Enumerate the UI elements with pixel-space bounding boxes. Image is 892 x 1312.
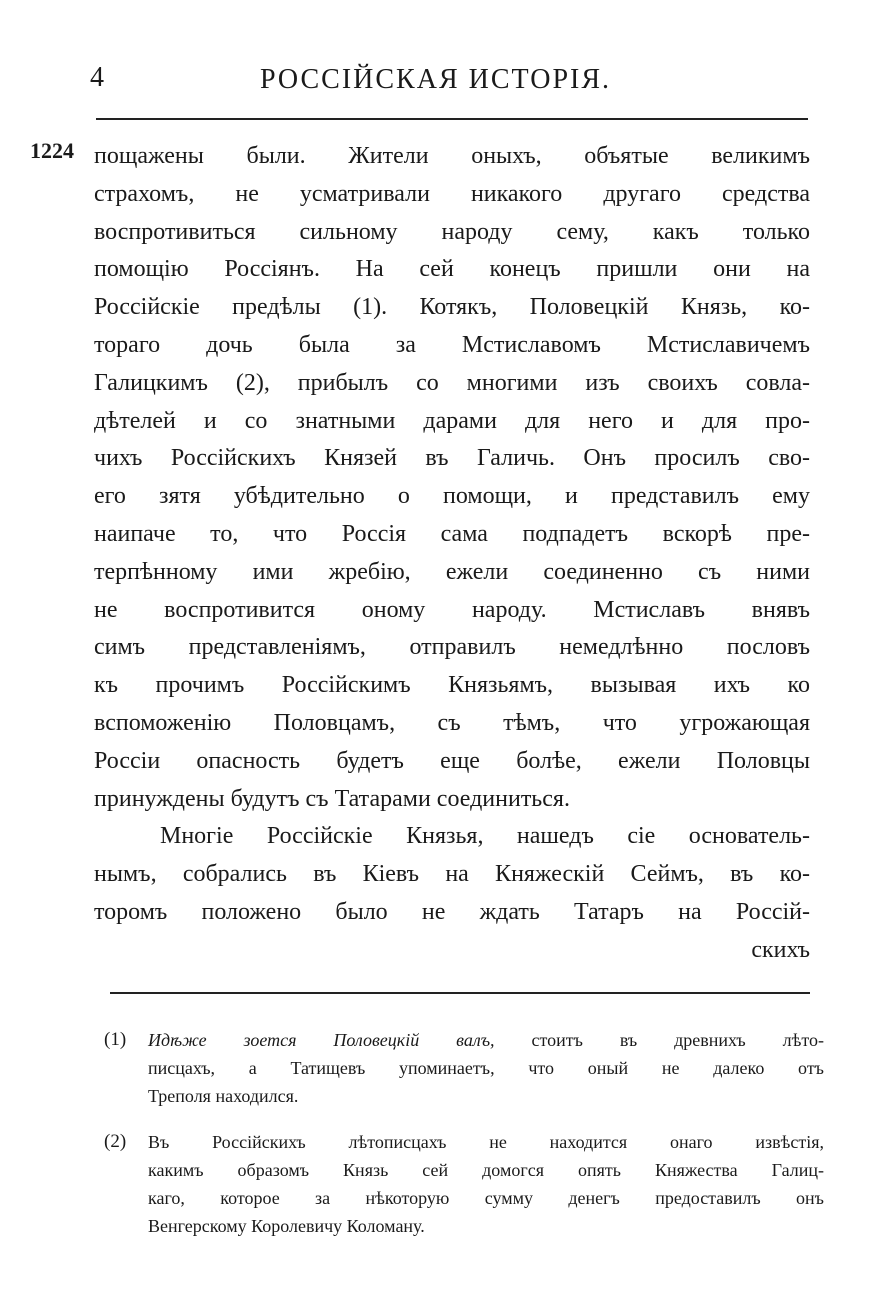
footnote-text: стоитъ въ древнихъ лѣто- — [531, 1030, 824, 1050]
text-line: вспоможенію Половцамъ, съ тѣмъ, что угрожающая — [94, 709, 810, 736]
text-line: пощажены были. Жители оныхъ, объятые великимъ — [94, 143, 810, 169]
text-line: Россіи опасность будетъ еще болѣе, ежели Половцы — [94, 747, 810, 774]
catchword: скихъ — [751, 936, 810, 963]
text-line: Многіе Россійскіе Князья, нашедъ сіе основатель- — [160, 823, 810, 850]
footnote-line: каго, которое за нѣкоторую сумму денегъ предоставилъ онъ — [148, 1188, 824, 1208]
text-line: воспротивиться сильному народу сему, какъ только — [94, 218, 810, 245]
footnote-2 — [104, 1128, 824, 1240]
text-line: Галицкимъ (2), прибылъ со многими изъ своихъ совла- — [94, 369, 810, 396]
running-head — [90, 62, 810, 106]
footnote-marker: (2) — [104, 1131, 127, 1152]
text-line: симъ представленіямъ, отправилъ немедлѣнно пословъ — [94, 634, 810, 661]
running-title: РОССІЙСКАЯ ИСТОРІЯ. — [260, 64, 612, 95]
text-line: нымъ, собрались въ Кіевъ на Княжескій Сеймъ, въ ко- — [94, 861, 810, 888]
text-line: принуждены будутъ съ Татарами соединиться. — [94, 785, 570, 812]
footnote-line: какимъ образомъ Князь сей домогся опять Княжества Галиц- — [148, 1160, 824, 1180]
footnotes — [104, 1026, 824, 1258]
footnote-line: Въ Россійскихъ лѣтописцахъ не находится онаго извѣстія, — [148, 1132, 824, 1152]
footnote-line: Треполя находился. — [148, 1086, 299, 1106]
footnote-line: Венгерскому Королевичу Коломану. — [148, 1216, 425, 1236]
text-line: помощію Россіянъ. На сей конецъ пришли они на — [94, 256, 810, 283]
page-number: 4 — [90, 62, 104, 93]
text-line: чихъ Россійскихъ Князей въ Галичь. Онъ просилъ сво- — [94, 445, 810, 472]
footnote-marker: (1) — [104, 1029, 127, 1050]
text-line: наипаче то, что Россія сама подпадетъ вскорѣ пре- — [94, 520, 810, 547]
text-line: страхомъ, не усматривали никакого другаго средства — [94, 180, 810, 207]
text-line: тораго дочь была за Мстиславомъ Мстиславичемъ — [94, 331, 810, 358]
text-line: дѣтелей и со знатными дарами для него и для про- — [94, 407, 810, 434]
header-rule — [96, 118, 808, 120]
text-line: не воспротивится оному народу. Мстиславъ внявъ — [94, 596, 810, 623]
footnote-1 — [104, 1026, 824, 1110]
text-line: терпѣнному ими жребію, ежели соединенно съ ними — [94, 558, 810, 585]
footnote-line: писцахъ, а Татищевъ упоминаетъ, что оный не далеко отъ — [148, 1058, 824, 1078]
body-text — [94, 138, 810, 970]
footnote-rule — [110, 992, 810, 994]
text-line: торомъ положено было не ждать Татаръ на Россій- — [94, 898, 810, 925]
text-line: къ прочимъ Россійскимъ Князьямъ, вызывая ихъ ко — [94, 672, 810, 699]
footnote-line — [148, 1026, 824, 1054]
footnote-italic-lead: Идѣже зоется Половецкій валъ, — [148, 1030, 495, 1050]
text-line: его зятя убѣдительно о помощи, и представилъ ему — [94, 483, 810, 510]
margin-year: 1224 — [30, 138, 74, 163]
text-line: Россійскіе предѣлы (1). Котякъ, Половецкій Князь, ко- — [94, 294, 810, 321]
